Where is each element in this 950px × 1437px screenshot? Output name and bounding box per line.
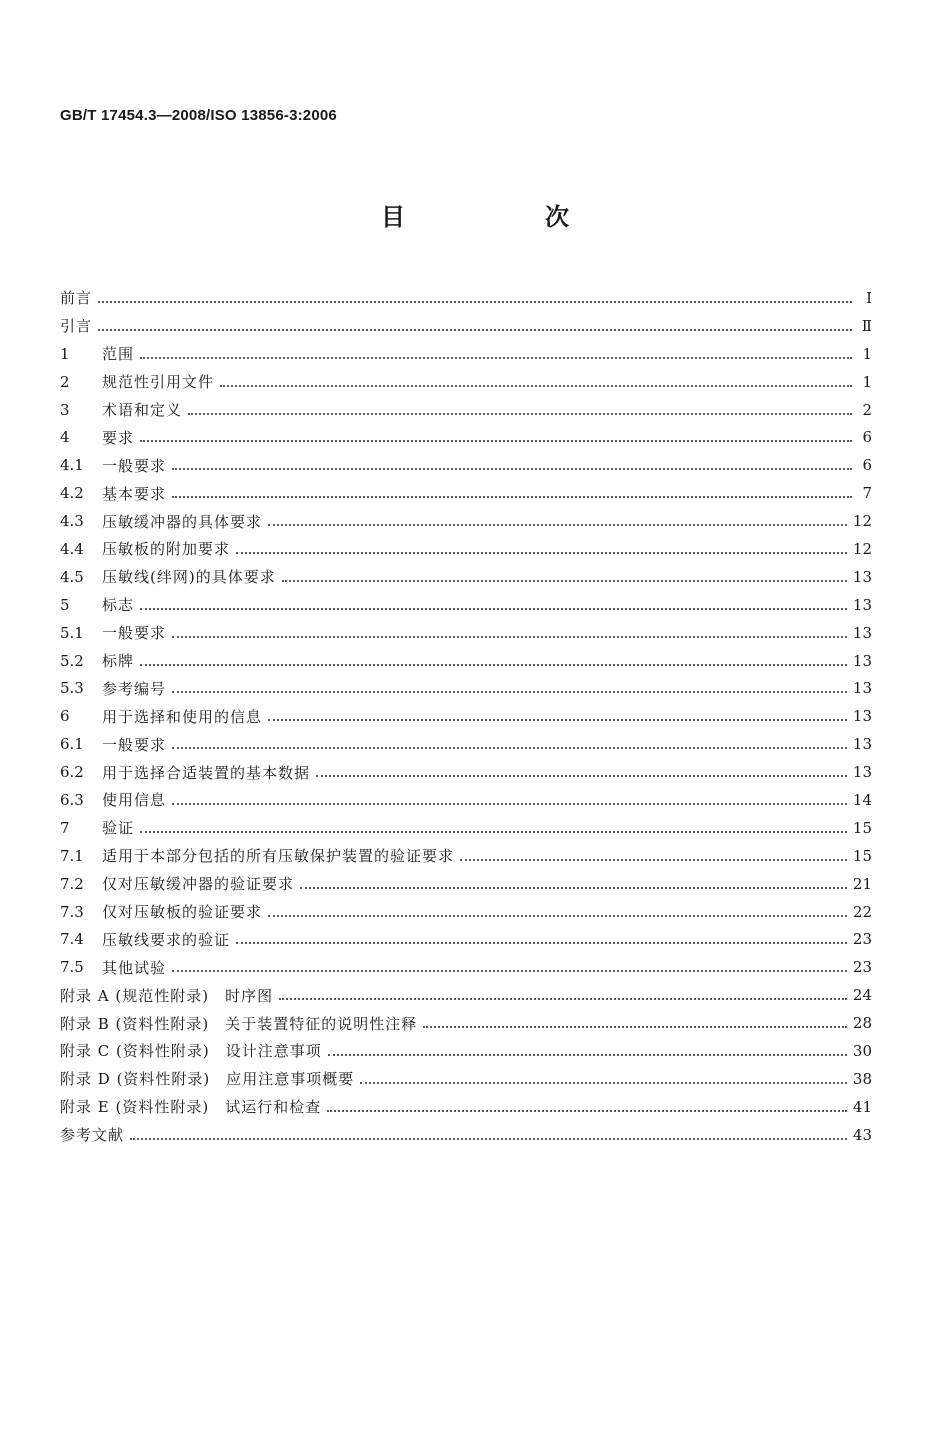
toc-entry-number: 6.3 [60,790,84,809]
toc-entry-label: 用于选择和使用的信息 [102,707,263,726]
dot-leader [140,831,847,833]
toc-entry-label: 范围 [102,345,135,364]
dot-leader [282,580,847,582]
toc-entry-number: 6.2 [60,763,84,782]
toc-entry-page: 13 [852,679,872,698]
toc-entry-label: 使用信息 [102,791,167,810]
toc-entry-label: 一般要求 [102,456,167,475]
toc-entry[interactable] [60,786,872,814]
toc-entry-label: 压敏线(绊网)的具体要求 [102,568,276,587]
toc-entry-number: 5.3 [60,679,84,698]
toc-entry-number: 4.5 [60,567,84,586]
toc-entry-number: 5.2 [60,651,84,670]
document-code: GB/T 17454.3—2008/ISO 13856-3:2006 [60,107,337,124]
toc-entry-number: 7.5 [60,958,84,977]
toc-entry[interactable] [60,647,872,675]
dot-leader [140,440,852,442]
toc-entry-label: 术语和定义 [102,401,183,419]
toc-entry-page: 41 [852,1097,872,1116]
toc-entry-number: 7 [60,818,70,837]
table-of-contents [60,284,872,1149]
toc-entry[interactable] [60,563,872,591]
toc-entry-number: 7.2 [60,874,84,893]
toc-entry-page: 14 [852,790,872,809]
toc-entry-page: 7 [862,484,872,503]
dot-leader [328,1054,847,1056]
dot-leader [268,524,847,526]
dot-leader [279,998,847,1000]
toc-entry-label: 仅对压敏板的验证要求 [102,903,263,922]
toc-entry-page: 13 [852,567,872,586]
dot-leader [460,859,847,861]
dot-leader [188,413,852,415]
toc-entry-page: 43 [852,1125,872,1144]
toc-entry[interactable] [60,507,872,535]
toc-entry-label: 仅对压敏缓冲器的验证要求 [102,875,295,894]
dot-leader [236,552,847,554]
toc-entry[interactable] [60,702,872,730]
toc-entry[interactable] [60,479,872,507]
toc-entry-label: 标志 [102,596,135,615]
toc-entry-page: 12 [852,512,872,531]
toc-entry-number: 7.1 [60,846,84,865]
toc-entry-label: 参考编号 [102,679,167,698]
toc-entry[interactable] [60,396,872,424]
toc-entry[interactable] [60,451,872,479]
toc-entry-number: 5 [60,595,70,614]
dot-leader [98,301,852,303]
dot-leader [172,496,852,498]
dot-leader [130,1138,847,1140]
toc-entry-label: 附录 E (资料性附录) 试运行和检查 [60,1098,322,1117]
toc-entry[interactable] [60,312,872,340]
toc-entry[interactable] [60,535,872,563]
toc-entry-label: 压敏线要求的验证 [102,930,231,949]
toc-entry-label: 适用于本部分包括的所有压敏保护装置的验证要求 [102,847,455,866]
dot-leader [172,747,847,749]
page-title: 目 次 [381,203,627,231]
dot-leader [327,1110,847,1112]
toc-entry-number: 7.3 [60,902,84,921]
toc-entry-page: 21 [852,874,872,893]
toc-entry-page: 15 [852,846,872,865]
toc-entry-number: 3 [60,400,70,419]
toc-entry-number: 4.2 [60,484,84,503]
toc-entry-page: 13 [852,651,872,670]
toc-entry[interactable] [60,842,872,870]
toc-entry[interactable] [60,1065,872,1093]
toc-entry-label: 压敏缓冲器的具体要求 [102,512,263,531]
toc-entry-page: 13 [852,735,872,754]
toc-entry-page: 13 [852,623,872,642]
toc-entry[interactable] [60,1093,872,1121]
dot-leader [140,357,852,359]
toc-entry-label: 引言 [60,317,93,336]
toc-entry-number: 5.1 [60,623,84,642]
toc-entry-page: 1 [862,372,872,391]
dot-leader [172,803,847,805]
toc-entry[interactable] [60,925,872,953]
toc-entry[interactable] [60,730,872,758]
toc-entry-page: 23 [852,930,872,949]
dot-leader [172,691,847,693]
toc-entry[interactable] [60,1009,872,1037]
toc-entry-label: 基本要求 [102,484,167,503]
toc-entry-number: 4.1 [60,456,84,475]
toc-entry[interactable] [60,340,872,368]
toc-entry-label: 标牌 [102,652,135,671]
toc-entry[interactable] [60,953,872,981]
toc-entry[interactable] [60,284,872,312]
toc-entry-label: 前言 [60,289,93,308]
toc-entry-number: 6 [60,707,70,726]
toc-entry-page: 23 [852,958,872,977]
dot-leader [140,664,847,666]
toc-entry-label: 压敏板的附加要求 [102,540,231,559]
dot-leader [268,719,847,721]
toc-entry-label: 一般要求 [102,735,167,754]
toc-entry-number: 4 [60,428,70,447]
toc-entry-page: 38 [852,1069,872,1088]
dot-leader [172,468,852,470]
toc-entry[interactable] [60,674,872,702]
toc-entry[interactable] [60,981,872,1009]
toc-entry-page: Ⅱ [861,316,872,335]
dot-leader [220,385,852,387]
toc-entry-label: 用于选择合适装置的基本数据 [102,763,311,782]
toc-entry-page: 22 [852,902,872,921]
dot-leader [316,775,847,777]
toc-entry-label: 验证 [102,819,135,838]
dot-leader [360,1082,847,1084]
toc-entry-page: 6 [862,456,872,475]
toc-entry[interactable] [60,423,872,451]
toc-entry-page: 15 [852,818,872,837]
toc-entry-label: 附录 D (资料性附录) 应用注意事项概要 [60,1070,355,1089]
toc-entry-page: 12 [852,539,872,558]
toc-entry-label: 附录 B (资料性附录) 关于装置特征的说明性注释 [60,1014,418,1033]
toc-entry[interactable] [60,619,872,647]
toc-entry-page: 6 [862,428,872,447]
toc-entry-label: 要求 [102,428,135,447]
toc-entry[interactable] [60,1121,872,1149]
dot-leader [172,970,847,972]
toc-entry-label: 其他试验 [102,958,167,977]
toc-entry-number: 1 [60,344,70,363]
dot-leader [140,608,847,610]
toc-entry-label: 附录 A (规范性附录) 时序图 [60,986,274,1005]
toc-entry[interactable] [60,1037,872,1065]
dot-leader [172,636,847,638]
dot-leader [423,1026,847,1028]
toc-entry-label: 规范性引用文件 [102,373,215,392]
toc-entry-page: 30 [852,1041,872,1060]
toc-entry[interactable] [60,591,872,619]
toc-entry-label: 一般要求 [102,624,167,643]
toc-entry-label: 参考文献 [60,1126,125,1145]
toc-entry[interactable] [60,870,872,898]
toc-entry-number: 4.3 [60,512,84,531]
toc-entry-number: 4.4 [60,539,84,558]
toc-entry-page: 28 [852,1014,872,1033]
toc-entry-number: 6.1 [60,735,84,754]
dot-leader [300,887,847,889]
toc-entry[interactable] [60,898,872,926]
toc-entry-label: 附录 C (资料性附录) 设计注意事项 [60,1042,322,1061]
dot-leader [98,329,852,331]
toc-entry-page: 24 [852,986,872,1005]
toc-entry-number: 2 [60,372,70,391]
toc-entry-number: 7.4 [60,930,84,949]
dot-leader [268,915,847,917]
dot-leader [236,942,847,944]
toc-entry[interactable] [60,368,872,396]
toc-entry-page: 13 [852,595,872,614]
toc-entry-page: 1 [862,344,872,363]
toc-entry[interactable] [60,814,872,842]
toc-entry-page: Ⅰ [866,288,872,307]
toc-entry-page: 2 [862,400,872,419]
toc-entry-page: 13 [852,707,872,726]
toc-entry[interactable] [60,758,872,786]
toc-entry-page: 13 [852,763,872,782]
